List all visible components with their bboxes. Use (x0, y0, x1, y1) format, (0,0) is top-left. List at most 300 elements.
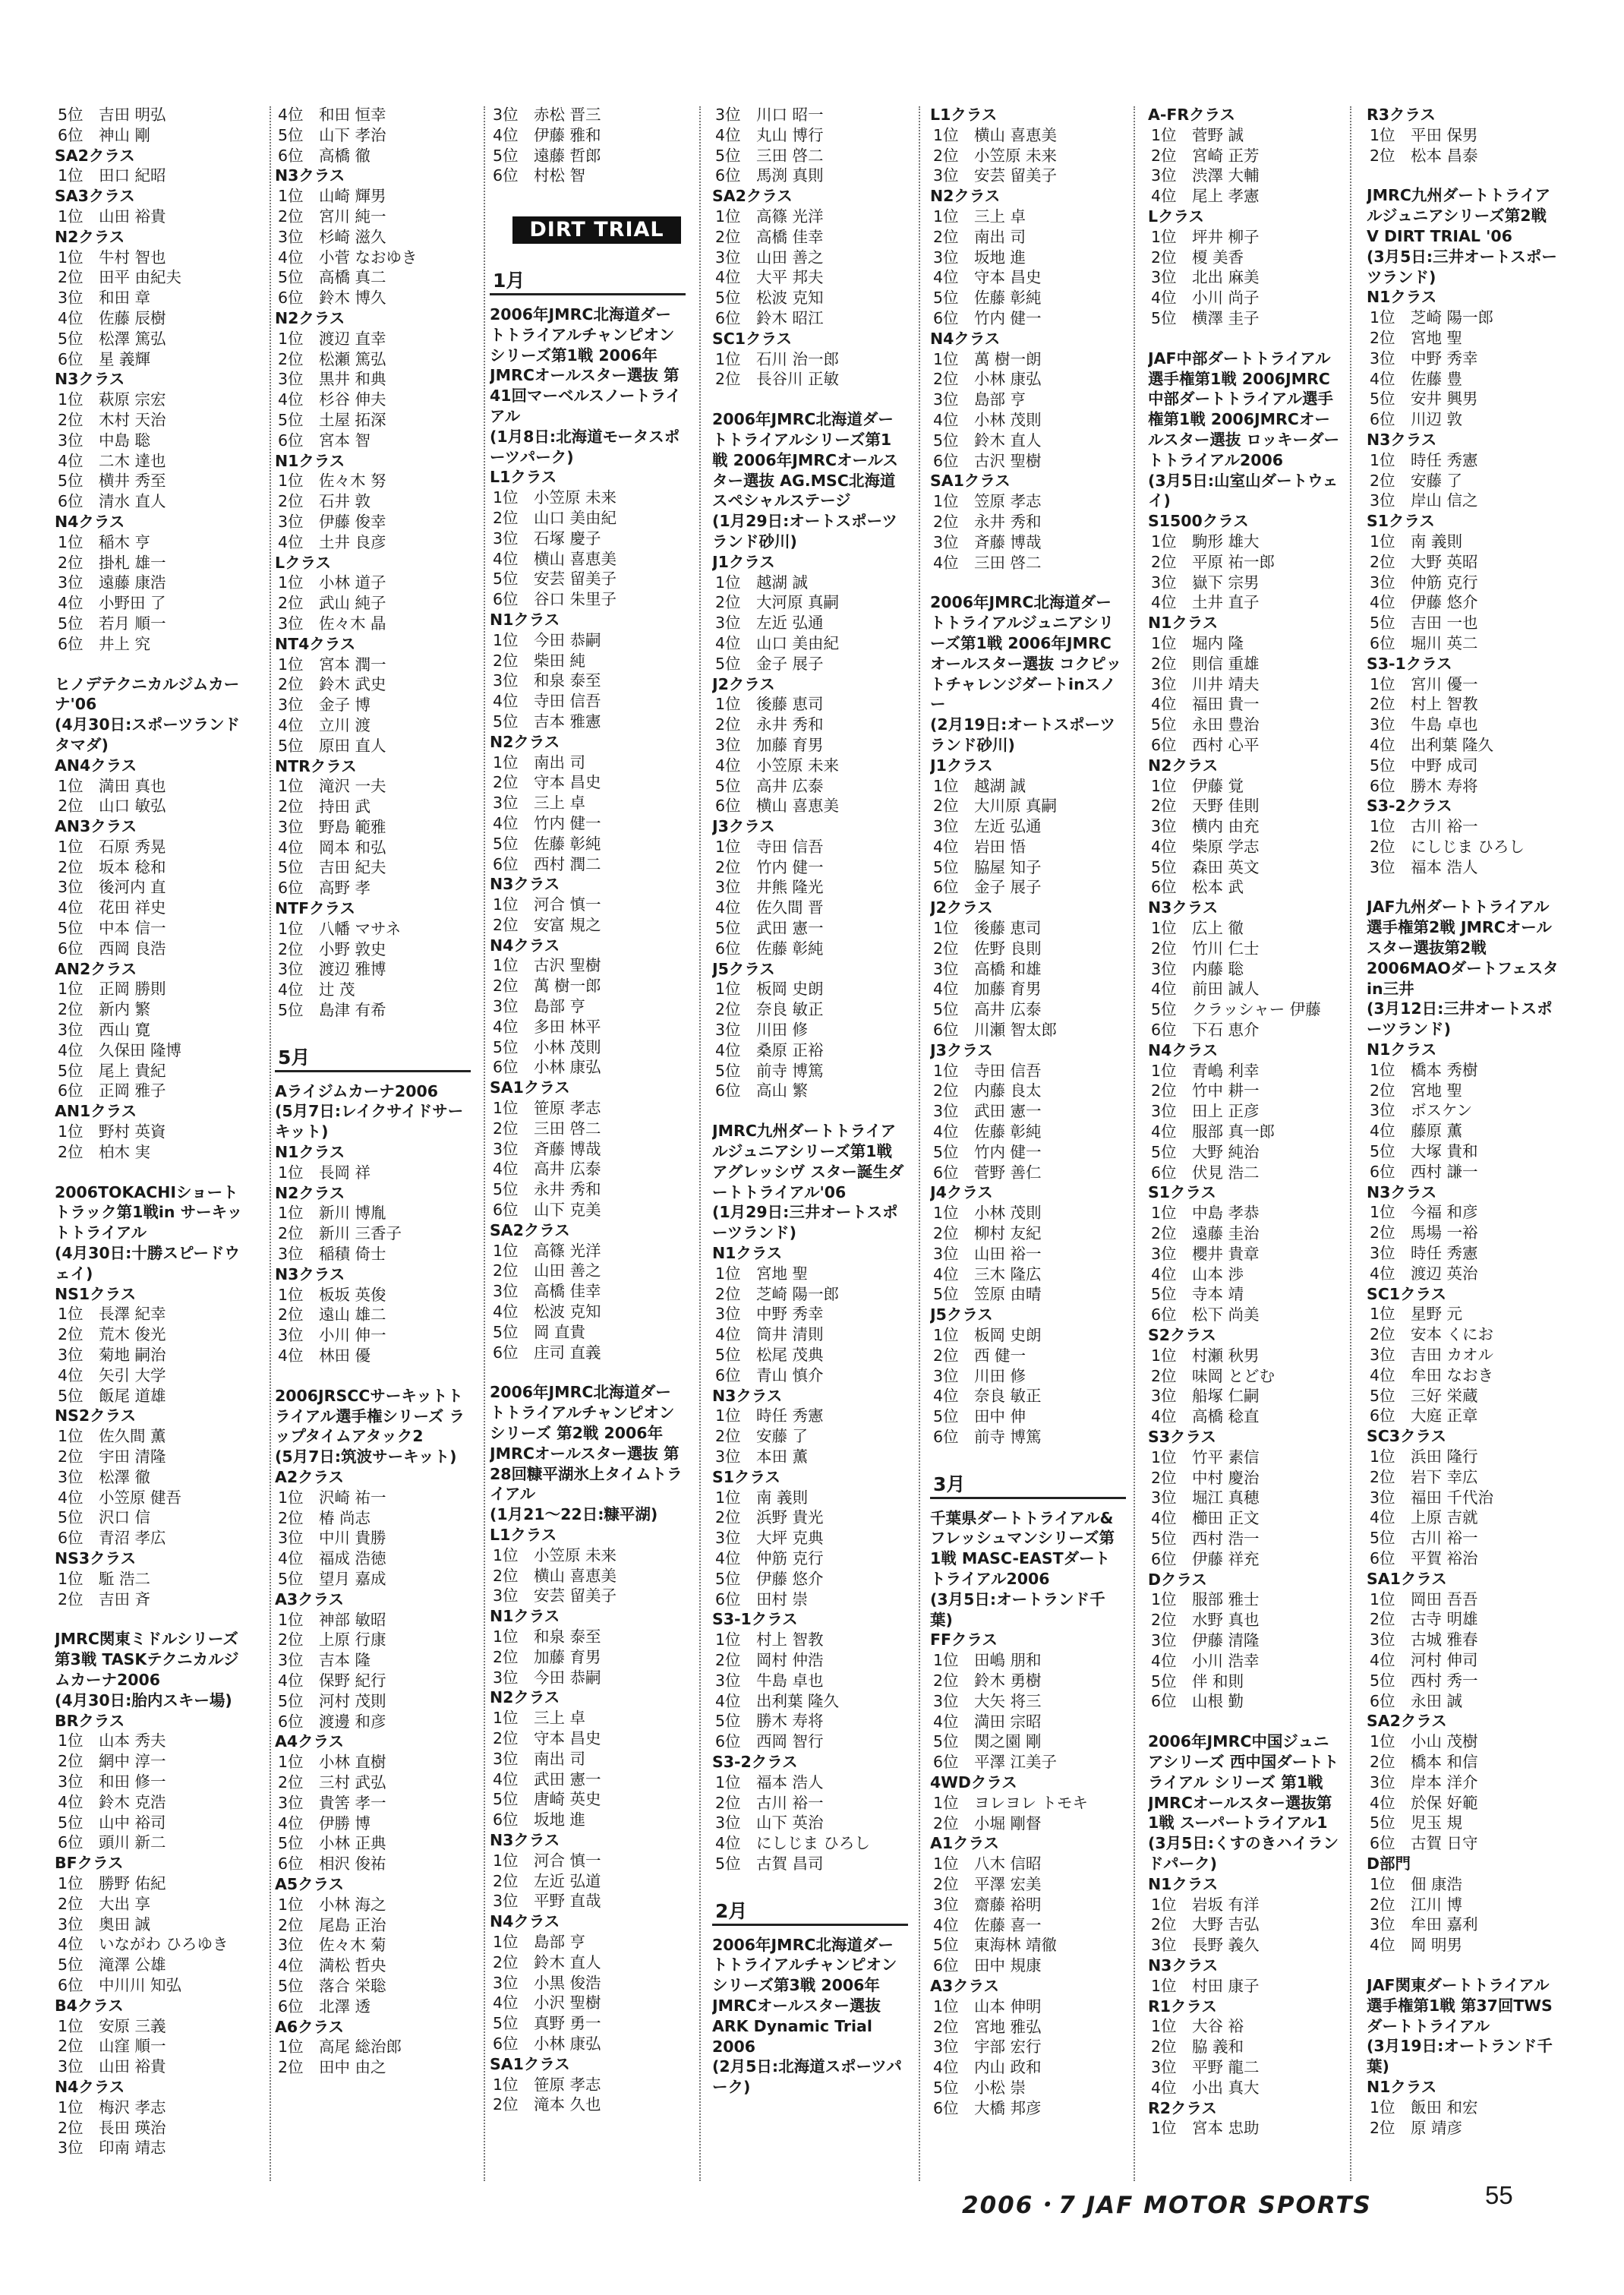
result-row: 4位 服部 真一郎 (1151, 1122, 1276, 1141)
result-row: 5位 松澤 篤弘 (58, 329, 166, 348)
class-heading: L1クラス (930, 106, 998, 124)
result-row: 1位 河合 慎一 (493, 1851, 601, 1870)
result-row: 4位 伊勝 博 (278, 1814, 371, 1833)
event-date: (3月5日:三井オートスポーツランド) (1367, 247, 1557, 286)
result-row: 2位 味岡 とどむ (1151, 1366, 1276, 1385)
result-row: 1位 板岡 史朗 (933, 1326, 1042, 1345)
event-date: (5月7日:レイクサイドサーキット) (275, 1102, 464, 1141)
result-row: 1位 時任 秀憲 (1370, 450, 1478, 469)
result-row: 1位 萬 樹一朗 (933, 349, 1042, 368)
result-row: 1位 島部 亨 (493, 1932, 586, 1951)
result-row: 5位 古賀 昌司 (715, 1854, 824, 1873)
result-row: 1位 後藤 恵司 (933, 919, 1042, 938)
result-row: 3位 西山 寛 (58, 1021, 151, 1040)
result-row: 1位 小山 茂樹 (1370, 1732, 1478, 1751)
result-row: 3位 南出 司 (493, 1749, 586, 1768)
result-row: 5位 武田 憲一 (715, 919, 824, 938)
result-row: 4位 内山 政和 (933, 2058, 1042, 2077)
result-row: 2位 大出 享 (58, 1894, 151, 1913)
result-row: 3位 島部 亨 (493, 997, 586, 1016)
result-row: 6位 相沢 俊祐 (278, 1855, 386, 1874)
result-row: 3位 平野 龍二 (1151, 2057, 1260, 2076)
result-row: 6位 勝木 寿将 (1370, 776, 1478, 795)
result-row: 1位 山田 裕貴 (58, 207, 166, 226)
event-date: (3月5日:オートランド千葉) (930, 1589, 1105, 1629)
result-row: 6位 松下 尚美 (1151, 1305, 1260, 1324)
result-row: 2位 則信 重雄 (1151, 654, 1260, 673)
result-row: 3位 櫻井 貴章 (1151, 1244, 1260, 1263)
result-row: 3位 渋澤 大輔 (1151, 166, 1260, 185)
result-row: 1位 満田 真也 (58, 776, 166, 795)
result-row: 5位 岡 直貴 (493, 1322, 586, 1341)
class-heading: N1クラス (1367, 288, 1437, 307)
class-heading: S1500クラス (1148, 512, 1249, 531)
result-row: 1位 古川 裕一 (1370, 817, 1478, 836)
event-date: (3月19日:オートランド千葉) (1367, 2037, 1553, 2076)
result-row: 2位 馬場 一裕 (1370, 1223, 1478, 1242)
result-row: 5位 横澤 圭子 (1151, 308, 1260, 327)
result-row: 2位 遠山 雄二 (278, 1305, 386, 1324)
result-row: 2位 安富 規之 (493, 915, 601, 934)
result-row: 6位 西村 心平 (1151, 735, 1260, 754)
result-row: 6位 山根 勤 (1151, 1692, 1244, 1711)
result-row: 1位 勝野 佑紀 (58, 1874, 166, 1893)
result-row: 3位 赤松 晋三 (493, 106, 601, 124)
result-row: 5位 土屋 拓深 (278, 410, 386, 429)
result-row: 1位 駈 浩二 (58, 1569, 151, 1588)
event-date: (2月5日:北海道スポーツパーク) (712, 2057, 902, 2097)
class-heading: A1クラス (930, 1834, 1000, 1853)
class-heading: N1クラス (1367, 1040, 1437, 1059)
result-row: 3位 平野 直哉 (493, 1892, 601, 1911)
result-row: 2位 芝崎 陽一郎 (715, 1284, 840, 1303)
result-row: 6位 横山 喜恵美 (715, 797, 840, 816)
result-row: 5位 沢口 信 (58, 1508, 151, 1527)
event-title: 2006年JMRC北海道ダートトライアルチャンピオンシリーズ 第2戦 2006年JMRCオールスター選抜 第28回糠平湖氷上タイムトライアル (490, 1383, 683, 1504)
class-heading: A-FRクラス (1148, 106, 1236, 124)
result-row: 2位 守本 昌史 (493, 1728, 601, 1747)
result-row: 1位 高尾 総治郎 (278, 2038, 402, 2057)
class-heading: AN4クラス (55, 756, 137, 775)
result-row: 1位 山本 秀夫 (58, 1732, 166, 1750)
result-row: 4位 保野 紀行 (278, 1671, 386, 1690)
result-row: 6位 正岡 雅子 (58, 1081, 166, 1100)
class-heading: SA2クラス (712, 187, 793, 206)
result-row: 2位 平原 祐一郎 (1151, 552, 1276, 571)
result-row: 6位 坂地 進 (493, 1810, 586, 1829)
class-heading: NT4クラス (275, 634, 356, 653)
class-heading: N4クラス (55, 512, 125, 531)
event-date: (1月29日:三井オートスポーツランド) (712, 1203, 898, 1242)
class-heading: N3クラス (1148, 1956, 1219, 1975)
result-row: 1位 笹原 孝志 (493, 1099, 601, 1118)
result-row: 6位 西村 謙一 (1370, 1162, 1478, 1181)
result-row: 5位 脇屋 知子 (933, 857, 1042, 876)
result-row: 1位 和泉 泰至 (493, 1627, 601, 1646)
result-row: 1位 中島 孝恭 (1151, 1204, 1260, 1223)
result-row: 5位 高橋 真二 (278, 268, 386, 287)
result-row: 6位 馬渕 真則 (715, 166, 824, 185)
result-row: 5位 西村 浩一 (1151, 1529, 1260, 1548)
result-row: 3位 野島 範雅 (278, 817, 386, 836)
class-heading: AN1クラス (55, 1102, 137, 1121)
result-row: 3位 川田 修 (715, 1021, 809, 1040)
result-row: 5位 鈴木 直人 (933, 431, 1042, 450)
result-row: 3位 石塚 慶子 (493, 529, 601, 548)
result-row: 4位 満松 哲央 (278, 1956, 386, 1975)
spacer (1148, 1712, 1347, 1732)
result-row: 4位 久保田 隆博 (58, 1040, 182, 1059)
result-row: 6位 高山 繁 (715, 1081, 809, 1100)
column-divider (919, 106, 920, 2181)
result-row: 2位 天野 佳則 (1151, 797, 1260, 816)
spacer (55, 655, 254, 674)
result-row: 4位 岡 明男 (1370, 1936, 1463, 1955)
class-heading: N3クラス (55, 370, 125, 389)
result-row: 1位 佃 康浩 (1370, 1874, 1463, 1893)
result-row: 1位 小林 道子 (278, 573, 386, 592)
result-row: 4位 出利葉 隆久 (1370, 735, 1494, 754)
result-row: 1位 服部 雅士 (1151, 1590, 1260, 1609)
result-row: 2位 奈良 敏正 (715, 1000, 824, 1019)
result-row: 1位 笠原 孝志 (933, 492, 1042, 511)
class-heading: SA2クラス (55, 146, 135, 165)
spacer (930, 573, 1129, 592)
result-row: 2位 竹内 健一 (715, 857, 824, 876)
event-title: 2006TOKACHIショートトラック第1戦in サーキットトライアル (55, 1182, 243, 1242)
result-row: 3位 稲積 倚士 (278, 1245, 386, 1264)
result-row: 4位 筒井 清則 (715, 1325, 824, 1344)
result-row: 2位 小野 敦史 (278, 939, 386, 958)
class-heading: N1クラス (275, 451, 345, 470)
result-row: 4位 多田 林平 (493, 1017, 601, 1036)
result-row: 3位 山田 善之 (715, 248, 824, 267)
class-heading: J1クラス (930, 756, 993, 775)
result-row: 1位 板坂 英俊 (278, 1285, 386, 1304)
result-row: 2位 大河原 真嗣 (715, 593, 840, 612)
result-row: 4位 上原 吉就 (1370, 1508, 1478, 1527)
result-row: 4位 いながわ ひろゆき (58, 1935, 229, 1954)
class-heading: N2クラス (275, 1183, 345, 1202)
result-row: 1位 今福 和彦 (1370, 1203, 1478, 1222)
results-column-6 (1148, 105, 1347, 2139)
results-column-7 (1367, 105, 1566, 2138)
result-row: 5位 児玉 規 (1370, 1814, 1463, 1833)
result-row: 2位 岩下 幸広 (1370, 1467, 1478, 1486)
result-row: 1位 芝崎 陽一郎 (1370, 308, 1494, 327)
result-row: 2位 椿 尚志 (278, 1508, 371, 1527)
result-row: 5位 真野 勇一 (493, 2014, 601, 2033)
result-row: 4位 柴原 学志 (1151, 837, 1260, 856)
result-row: 3位 島部 亨 (933, 390, 1026, 409)
result-row: 1位 長澤 紀幸 (58, 1305, 166, 1324)
result-row: 6位 田村 崇 (715, 1589, 809, 1608)
column-divider (484, 106, 485, 2181)
event-date: (4月30日:スポーツランドタマダ) (55, 715, 241, 754)
class-heading: N2クラス (490, 732, 560, 751)
event-date: (4月30日:十勝スピードウェイ) (55, 1244, 241, 1283)
class-heading: SA1クラス (490, 2054, 570, 2073)
result-row: 5位 安井 興男 (1370, 390, 1478, 409)
result-row: 4位 鈴木 克浩 (58, 1792, 166, 1811)
result-row: 3位 後河内 直 (58, 878, 166, 897)
result-row: 2位 にしじま ひろし (1370, 837, 1525, 856)
result-row: 1位 岡田 吾吾 (1370, 1589, 1478, 1608)
result-row: 1位 八木 信昭 (933, 1855, 1042, 1874)
result-row: 6位 平賀 裕治 (1370, 1548, 1478, 1567)
result-row: 5位 遠藤 哲郎 (493, 146, 601, 165)
result-row: 6位 川瀬 智太郎 (933, 1021, 1058, 1040)
result-row: 2位 永井 秀和 (715, 715, 824, 734)
result-row: 3位 高橋 佳幸 (493, 1282, 601, 1301)
result-row: 1位 山本 伸明 (933, 1997, 1042, 2016)
page-footer (0, 2181, 1624, 2227)
result-row: 1位 三上 卓 (933, 207, 1026, 226)
result-row: 2位 西 健一 (933, 1346, 1026, 1365)
result-row: 1位 福本 浩人 (715, 1773, 824, 1791)
result-row: 3位 牟田 嘉利 (1370, 1915, 1478, 1934)
result-row: 4位 武田 憲一 (493, 1769, 601, 1788)
result-row: 5位 小林 正典 (278, 1834, 386, 1853)
result-row: 3位 黒井 和典 (278, 370, 386, 389)
result-row: 1位 村瀬 秋男 (1151, 1346, 1260, 1365)
event-title: 2006年JMRC北海道ダートトライアルチャンピオンシリーズ第3戦 2006年JMRCオールスター選抜 ARK Dynamic Trial 2006 (712, 1935, 897, 2056)
result-row: 3位 渡辺 雅博 (278, 960, 386, 979)
result-row: 3位 仲筋 克行 (1370, 573, 1478, 592)
result-row: 1位 竹平 素信 (1151, 1447, 1260, 1466)
result-row: 2位 大野 英昭 (1370, 552, 1478, 571)
result-row: 2位 村上 智教 (1370, 695, 1478, 714)
result-row: 4位 杉谷 伸夫 (278, 390, 386, 409)
result-row: 3位 牛島 卓也 (715, 1671, 824, 1690)
result-row: 3位 和田 修一 (58, 1772, 166, 1791)
result-row: 5位 西村 秀一 (1370, 1671, 1478, 1690)
result-row: 6位 小林 康弘 (493, 1058, 601, 1077)
class-heading: N2クラス (275, 308, 345, 327)
result-row: 4位 土井 良彦 (278, 532, 386, 551)
result-row: 2位 滝本 久也 (493, 2095, 601, 2114)
result-row: 6位 西岡 智行 (715, 1732, 824, 1751)
result-row: 1位 南 義則 (1370, 532, 1463, 551)
result-row: 2位 田中 由之 (278, 2058, 386, 2077)
class-heading: J2クラス (930, 898, 993, 917)
class-heading: A3クラス (930, 1976, 1000, 1995)
result-row: 2位 坂本 稔和 (58, 857, 166, 876)
result-row: 5位 中本 信一 (58, 919, 166, 938)
class-heading: J5クラス (930, 1305, 993, 1324)
result-row: 1位 新川 博胤 (278, 1204, 386, 1223)
result-row: 2位 柳村 友紀 (933, 1224, 1042, 1243)
class-heading: S1クラス (1367, 512, 1435, 531)
result-row: 4位 二木 達也 (58, 451, 166, 470)
result-row: 2位 木村 天治 (58, 410, 166, 429)
result-row: 6位 大庭 正章 (1370, 1406, 1478, 1425)
result-row: 4位 岡本 和弘 (278, 838, 386, 857)
result-row: 3位 北出 麻美 (1151, 268, 1260, 287)
result-row: 1位 岩坂 有洋 (1151, 1895, 1260, 1914)
result-row: 2位 山窪 順一 (58, 2037, 166, 2056)
class-heading: FFクラス (930, 1630, 998, 1649)
result-row: 5位 クラッシャー 伊藤 (1151, 1000, 1321, 1019)
result-row: 2位 武山 純子 (278, 594, 386, 613)
result-row: 6位 神山 剛 (58, 125, 151, 144)
event-title: 千葉県ダートトライアル&フレッシュマンシリーズ第1戦 MASC-EASTダートトライアル2006 (930, 1508, 1115, 1588)
spacer (55, 1163, 254, 1182)
class-heading: SA2クラス (490, 1220, 570, 1239)
class-heading: J3クラス (930, 1040, 993, 1059)
result-row: 6位 谷口 朱里子 (493, 590, 617, 609)
result-row: 3位 川田 修 (933, 1366, 1026, 1385)
results-column-2 (275, 105, 474, 2078)
event-date: (1月21～22日:糠平湖) (490, 1505, 658, 1524)
result-row: 6位 金子 展子 (933, 878, 1042, 897)
result-row: 1位 平田 保男 (1370, 125, 1478, 144)
spacer (1148, 329, 1347, 349)
column-divider (1134, 106, 1135, 2181)
result-row: 4位 小川 尚子 (1151, 289, 1260, 308)
result-row: 1位 橋本 秀樹 (1370, 1060, 1478, 1079)
result-row: 1位 広上 徹 (1151, 919, 1244, 938)
result-row: 1位 今田 恭嗣 (493, 630, 601, 649)
class-heading: S3-2クラス (1367, 797, 1452, 816)
result-row: 1位 小林 海之 (278, 1895, 386, 1914)
class-heading: N4クラス (55, 2077, 125, 2096)
result-row: 5位 原田 直人 (278, 736, 386, 755)
result-row: 2位 三田 啓二 (493, 1119, 601, 1138)
result-row: 3位 船塚 仁嗣 (1151, 1387, 1260, 1406)
result-row: 1位 坪井 柳子 (1151, 227, 1260, 246)
result-row: 1位 南 義則 (715, 1488, 809, 1507)
result-row: 6位 堀川 英二 (1370, 633, 1478, 652)
class-heading: SA1クラス (930, 472, 1011, 491)
class-heading: S3クラス (1148, 1428, 1216, 1446)
result-row: 2位 左近 弘道 (493, 1871, 601, 1890)
class-heading: N1クラス (490, 610, 560, 629)
result-row: 6位 佐藤 彰純 (715, 939, 824, 958)
spacer (1367, 166, 1566, 185)
class-heading: SC3クラス (1367, 1427, 1446, 1446)
result-row: 6位 鈴木 博久 (278, 289, 386, 308)
event-date: (1月29日:オートスポーツランド砂川) (712, 512, 897, 551)
result-row: 1位 南出 司 (493, 753, 586, 772)
result-row: 2位 原 靖彦 (1370, 2118, 1463, 2137)
magazine-title: 2006・7 JAF MOTOR SPORTS (962, 2192, 1372, 2219)
event-date: (3月12日:三井オートスポーツランド) (1367, 999, 1553, 1039)
event-date: (2月19日:オートスポーツランド砂川) (930, 715, 1115, 754)
result-row: 3位 岸山 信之 (1370, 491, 1478, 510)
class-heading: NTRクラス (275, 756, 357, 775)
result-row: 1位 渡辺 直幸 (278, 329, 386, 348)
result-row: 4位 前田 誠人 (1151, 980, 1260, 999)
result-row: 5位 関之園 剛 (933, 1732, 1042, 1751)
result-row: 4位 立川 渡 (278, 715, 371, 734)
result-row: 3位 嶽下 宗男 (1151, 573, 1260, 592)
result-row: 3位 中島 聡 (58, 431, 151, 450)
result-row: 6位 川辺 敦 (1370, 410, 1463, 429)
results-column-5 (930, 105, 1129, 2119)
result-row: 4位 矢引 大学 (58, 1365, 166, 1384)
result-row: 1位 小林 直樹 (278, 1753, 386, 1772)
result-row: 6位 永田 誠 (1370, 1691, 1463, 1710)
event-title: JAF関東ダートトライアル選手権第1戦 第37回TWSダートトライアル (1367, 1975, 1553, 2035)
class-heading: SA1クラス (490, 1078, 570, 1097)
class-heading: NS2クラス (55, 1406, 137, 1425)
result-row: 1位 沢崎 祐一 (278, 1488, 386, 1507)
result-row: 4位 花田 祥史 (58, 898, 166, 917)
result-row: 6位 平澤 江美子 (933, 1753, 1058, 1772)
result-row: 2位 新川 三香子 (278, 1224, 402, 1243)
class-heading: L1クラス (490, 468, 557, 487)
result-row: 2位 持田 武 (278, 797, 371, 816)
class-heading: J2クラス (712, 674, 775, 693)
class-heading: D部門 (1367, 1854, 1411, 1873)
results-column-1 (55, 105, 254, 2158)
result-row: 2位 永井 秀和 (933, 512, 1042, 531)
result-row: 3位 山田 裕貴 (58, 2057, 166, 2076)
result-row: 2位 宮川 純一 (278, 207, 386, 226)
result-row: 2位 鈴木 勇樹 (933, 1671, 1042, 1690)
result-row: 2位 柏木 実 (58, 1142, 151, 1161)
result-row: 6位 村松 智 (493, 166, 586, 185)
result-row: 4位 佐藤 彰純 (933, 1122, 1042, 1141)
result-row: 4位 福田 貴一 (1151, 695, 1260, 714)
result-row: 3位 三上 卓 (493, 794, 586, 813)
column-divider (1350, 106, 1351, 2181)
result-row: 2位 新内 繁 (58, 1000, 151, 1019)
result-row: 3位 中川 貴勝 (278, 1529, 386, 1548)
result-row: 5位 勝木 寿将 (715, 1712, 824, 1731)
result-row: 3位 井熊 隆光 (715, 878, 824, 897)
result-row: 4位 福成 浩徳 (278, 1549, 386, 1568)
result-row: 2位 田平 由紀夫 (58, 268, 182, 287)
class-heading: N3クラス (1367, 430, 1437, 449)
spacer (712, 390, 911, 409)
result-row: 1位 伊藤 覚 (1151, 776, 1244, 795)
result-row: 2位 宮地 聖 (1370, 328, 1463, 347)
result-row: 2位 古寺 明雄 (1370, 1610, 1478, 1629)
result-row: 4位 寺田 信吾 (493, 692, 601, 711)
result-row: 3位 左近 弘通 (933, 817, 1042, 836)
class-heading: N1クラス (712, 1244, 783, 1263)
result-row: 2位 三村 武弘 (278, 1773, 386, 1791)
result-row: 3位 安芸 留美子 (933, 166, 1058, 185)
result-row: 3位 中野 秀幸 (715, 1305, 824, 1324)
result-row: 4位 満田 宗昭 (933, 1712, 1042, 1731)
section-band: DIRT TRIAL (512, 216, 681, 244)
result-row: 1位 飯田 和宏 (1370, 2098, 1478, 2117)
result-row: 2位 網中 淳一 (58, 1752, 166, 1771)
class-heading: N3クラス (1367, 1182, 1437, 1201)
class-heading: N2クラス (55, 227, 125, 246)
result-row: 6位 渡邊 和彦 (278, 1712, 386, 1731)
class-heading: R3クラス (1367, 106, 1436, 124)
result-row: 3位 時任 秀憲 (1370, 1244, 1478, 1263)
class-heading: J1クラス (712, 552, 775, 571)
result-row: 5位 若月 順一 (58, 614, 166, 633)
result-row: 4位 奈良 敏正 (933, 1387, 1042, 1406)
result-row: 5位 安芸 留美子 (493, 570, 617, 589)
result-row: 1位 宮本 潤一 (278, 655, 386, 674)
result-row: 4位 岩田 悟 (933, 837, 1026, 856)
result-row: 5位 古川 裕一 (1370, 1529, 1478, 1548)
class-heading: N3クラス (490, 875, 560, 894)
result-row: 5位 寺本 靖 (1151, 1285, 1244, 1304)
result-row: 3位 内藤 聡 (1151, 959, 1244, 978)
result-row: 4位 山口 美由紀 (715, 633, 840, 652)
class-heading: AN3クラス (55, 817, 137, 836)
result-row: 5位 滝澤 公雄 (58, 1956, 166, 1975)
class-heading: J4クラス (930, 1183, 993, 1202)
